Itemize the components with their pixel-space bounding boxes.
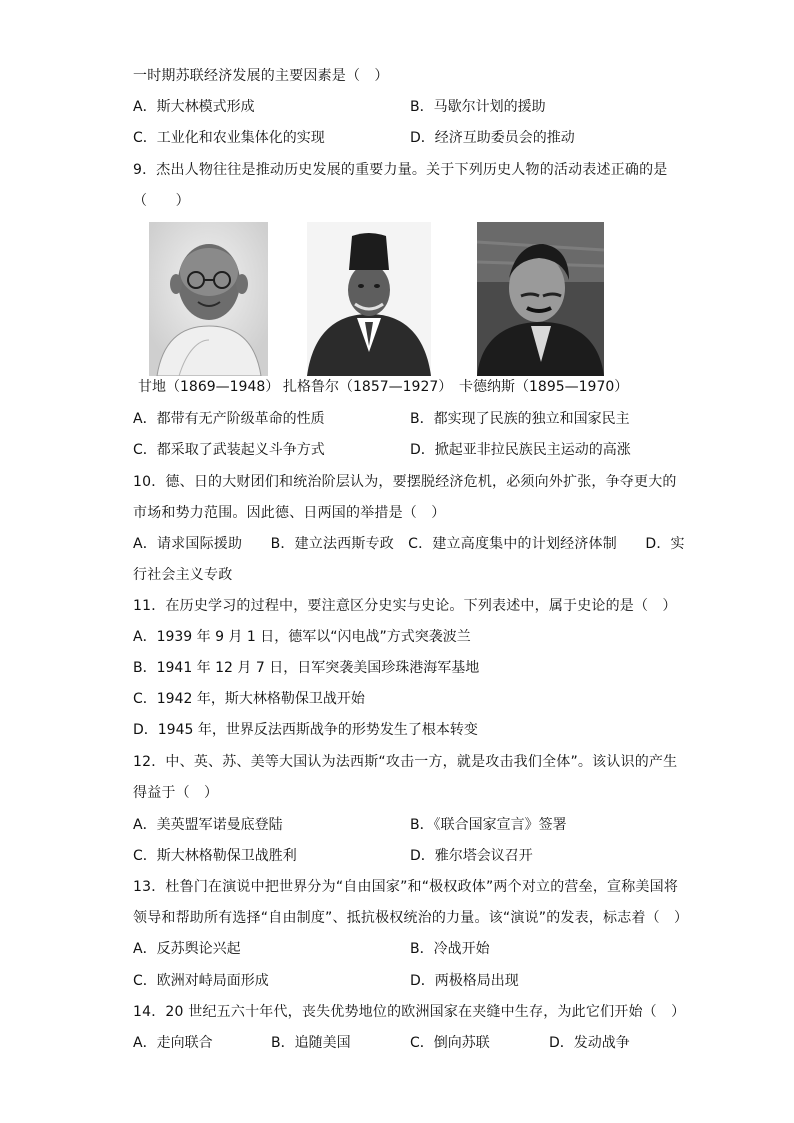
caption-gandhi: 甘地（1869—1948） [138, 379, 280, 395]
q9-option-c: C．都采取了武装起义斗争方式 [133, 442, 325, 458]
q11-stem: 11．在历史学习的过程中，要注意区分史实与史论。下列表述中，属于史论的是（ ） [133, 598, 677, 614]
q13-option-a: A．反苏舆论兴起 [133, 941, 241, 957]
q8-option-b: B．马歇尔计划的援助 [410, 99, 546, 115]
q10-stem-line1: 10．德、日的大财团们和统治阶层认为，要摆脱经济危机，必须向外扩张，争夺更大的 [133, 474, 677, 490]
q8-option-c: C．工业化和农业集体化的实现 [133, 130, 325, 146]
q12-stem-line1: 12．中、英、苏、美等大国认为法西斯“攻击一方，就是攻击我们全体”。该认识的产生 [133, 754, 678, 770]
q13-option-c: C．欧洲对峙局面形成 [133, 973, 269, 989]
q8-stem: 一时期苏联经济发展的主要因素是（ ） [133, 68, 389, 84]
q11-option-b: B．1941 年 12 月 7 日，日军突袭美国珍珠港海军基地 [133, 660, 480, 676]
q12-option-b: B．《联合国家宣言》签署 [410, 817, 567, 833]
q8-option-d: D．经济互助委员会的推动 [410, 130, 575, 146]
q12-option-d: D．雅尔塔会议召开 [410, 848, 533, 864]
q14-option-b: B．追随美国 [271, 1035, 351, 1051]
q13-stem-line1: 13．杜鲁门在演说中把世界分为“自由国家”和“极权政体”两个对立的营垒，宣称美国将 [133, 879, 679, 895]
cardenas-portrait [477, 222, 604, 376]
zaghlul-portrait [307, 222, 431, 376]
caption-cardenas: 卡德纳斯（1895—1970） [459, 379, 629, 395]
q9-stem-line1: 9．杰出人物往往是推动历史发展的重要力量。关于下列历史人物的活动表述正确的是 [133, 162, 668, 178]
q14-option-d: D．发动战争 [549, 1035, 630, 1051]
q11-option-a: A．1939 年 9 月 1 日，德军以“闪电战”方式突袭波兰 [133, 629, 471, 645]
q9-stem-line2: （ ） [133, 193, 190, 209]
q8-option-a: A．斯大林模式形成 [133, 99, 255, 115]
q11-option-c: C．1942 年，斯大林格勒保卫战开始 [133, 691, 365, 707]
q9-option-a: A．都带有无产阶级革命的性质 [133, 411, 325, 427]
q13-stem-line2: 领导和帮助所有选择“自由制度”、抵抗极权统治的力量。该“演说”的发表，标志着（ ） [133, 910, 689, 926]
q9-option-b: B．都实现了民族的独立和国家民主 [410, 411, 630, 427]
q14-stem: 14．20 世纪五六十年代，丧失优势地位的欧洲国家在夹缝中生存，为此它们开始（ ） [133, 1004, 686, 1020]
q13-option-b: B．冷战开始 [410, 941, 490, 957]
q10-options-line1: A．请求国际援助 B．建立法西斯专政 C．建立高度集中的计划经济体制 D．实 [133, 536, 685, 552]
q9-option-d: D．掀起亚非拉民族民主运动的高涨 [410, 442, 631, 458]
q13-option-d: D．两极格局出现 [410, 973, 519, 989]
q12-stem-line2: 得益于（ ） [133, 785, 219, 801]
q12-option-a: A．美英盟军诺曼底登陆 [133, 817, 283, 833]
q12-option-c: C．斯大林格勒保卫战胜利 [133, 848, 297, 864]
q11-option-d: D．1945 年，世界反法西斯战争的形势发生了根本转变 [133, 722, 478, 738]
q10-options-line2: 行社会主义专政 [133, 567, 233, 583]
q14-option-a: A．走向联合 [133, 1035, 213, 1051]
q14-option-c: C．倒向苏联 [410, 1035, 490, 1051]
q10-stem-line2: 市场和势力范围。因此德、日两国的举措是（ ） [133, 505, 446, 521]
gandhi-portrait [149, 222, 268, 376]
caption-zaghlul: 扎格鲁尔（1857—1927） [283, 379, 453, 395]
